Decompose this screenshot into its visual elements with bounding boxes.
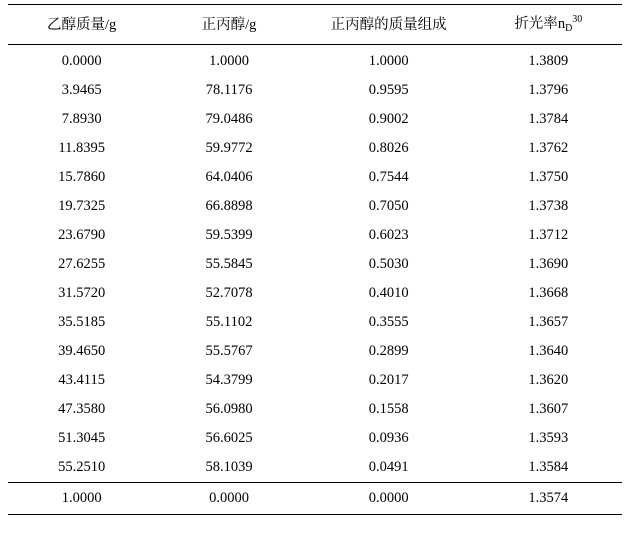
cell-propanol-composition: 0.3555 xyxy=(368,314,409,330)
cell-propanol-composition: 0.7050 xyxy=(368,198,409,214)
table-row xyxy=(8,337,622,366)
cell-propanol-composition: 0.2899 xyxy=(368,343,409,359)
column-header-ethanol-mass: 乙醇质量/g xyxy=(8,5,155,45)
table-row xyxy=(8,105,622,134)
cell-propanol-mass: 55.1102 xyxy=(205,314,253,330)
table-row xyxy=(8,134,622,163)
cell-propanol-mass: 52.7078 xyxy=(205,285,253,301)
cell-propanol-mass: 1.0000 xyxy=(209,53,249,69)
table-row xyxy=(8,366,622,395)
cell-refractive-index: 1.3712 xyxy=(528,227,569,243)
table-row xyxy=(8,424,622,453)
cell-ethanol-mass: 51.3045 xyxy=(58,430,106,446)
cell-ethanol-mass: 11.8395 xyxy=(58,140,105,156)
table-row xyxy=(8,308,622,337)
table-row xyxy=(8,163,622,192)
cell-refractive-index: 1.3607 xyxy=(528,401,569,417)
table-row xyxy=(8,76,622,105)
cell-propanol-composition: 0.0936 xyxy=(368,430,409,446)
cell-refractive-index: 1.3657 xyxy=(528,314,569,330)
cell-refractive-index: 1.3584 xyxy=(528,459,569,475)
cell-propanol-composition: 0.2017 xyxy=(368,372,409,388)
cell-ethanol-mass: 1.0000 xyxy=(8,483,155,515)
cell-propanol-mass: 56.0980 xyxy=(205,401,253,417)
cell-refractive-index: 1.3668 xyxy=(528,285,569,301)
cell-propanol-composition: 0.5030 xyxy=(368,256,409,272)
cell-propanol-mass: 56.6025 xyxy=(205,430,253,446)
cell-ethanol-mass: 15.7860 xyxy=(58,169,106,185)
cell-ethanol-mass: 23.6790 xyxy=(58,227,106,243)
cell-refractive-index: 1.3574 xyxy=(475,483,622,515)
document-page xyxy=(0,4,630,538)
cell-refractive-index: 1.3738 xyxy=(528,198,569,214)
table-row xyxy=(8,45,622,77)
refractive-index-superscript: 30 xyxy=(572,14,583,25)
cell-refractive-index: 1.3640 xyxy=(528,343,569,359)
cell-propanol-mass: 59.5399 xyxy=(205,227,253,243)
refractive-index-subscript: D xyxy=(565,23,573,34)
cell-propanol-composition: 0.9002 xyxy=(368,111,409,127)
cell-refractive-index: 1.3593 xyxy=(528,430,569,446)
table-row xyxy=(8,221,622,250)
column-header-propanol-composition: 正丙醇的质量组成 xyxy=(303,5,475,45)
table-row xyxy=(8,395,622,424)
cell-propanol-mass: 55.5767 xyxy=(205,343,253,359)
cell-propanol-composition: 0.1558 xyxy=(368,401,409,417)
table-row xyxy=(8,250,622,279)
cell-propanol-composition: 0.9595 xyxy=(368,82,409,98)
cell-propanol-mass: 78.1176 xyxy=(205,82,253,98)
cell-ethanol-mass: 47.3580 xyxy=(58,401,106,417)
table-row xyxy=(8,192,622,221)
column-header-propanol-mass: 正丙醇/g xyxy=(155,5,302,45)
cell-propanol-mass: 79.0486 xyxy=(205,111,253,127)
table-header xyxy=(8,5,622,45)
cell-propanol-composition: 0.0000 xyxy=(303,483,475,515)
cell-refractive-index: 1.3750 xyxy=(528,169,569,185)
refractive-index-symbol: n xyxy=(557,16,566,32)
cell-propanol-mass: 66.8898 xyxy=(205,198,253,214)
cell-refractive-index: 1.3762 xyxy=(528,140,569,156)
cell-propanol-composition: 1.0000 xyxy=(368,53,409,69)
table-row xyxy=(8,279,622,308)
cell-ethanol-mass: 3.9465 xyxy=(61,82,102,98)
cell-propanol-composition: 0.0491 xyxy=(368,459,409,475)
cell-propanol-mass: 54.3799 xyxy=(205,372,253,388)
cell-propanol-mass: 55.5845 xyxy=(205,256,253,272)
cell-refractive-index: 1.3690 xyxy=(528,256,569,272)
cell-ethanol-mass: 19.7325 xyxy=(58,198,106,214)
cell-ethanol-mass: 27.6255 xyxy=(58,256,106,272)
cell-ethanol-mass: 55.2510 xyxy=(58,459,106,475)
cell-refractive-index: 1.3784 xyxy=(528,111,569,127)
table-row xyxy=(8,453,622,483)
cell-ethanol-mass: 39.4650 xyxy=(58,343,106,359)
cell-refractive-index: 1.3796 xyxy=(528,82,569,98)
cell-ethanol-mass: 35.5185 xyxy=(58,314,106,330)
cell-refractive-index: 1.3809 xyxy=(528,53,569,69)
cell-propanol-composition: 0.7544 xyxy=(368,169,409,185)
cell-ethanol-mass: 7.8930 xyxy=(61,111,102,127)
cell-propanol-composition: 0.8026 xyxy=(368,140,409,156)
cell-propanol-composition: 0.4010 xyxy=(368,285,409,301)
cell-propanol-mass: 0.0000 xyxy=(155,483,302,515)
cell-propanol-composition: 0.6023 xyxy=(368,227,409,243)
table-row-final xyxy=(8,483,622,515)
column-header-refractive-index-text: 折光率 xyxy=(514,16,558,32)
cell-ethanol-mass: 43.4115 xyxy=(58,372,105,388)
cell-ethanol-mass: 0.0000 xyxy=(61,53,102,69)
table-body xyxy=(8,45,622,515)
column-header-refractive-index xyxy=(475,5,622,45)
measurement-table xyxy=(8,4,622,515)
cell-ethanol-mass: 31.5720 xyxy=(58,285,106,301)
cell-propanol-mass: 64.0406 xyxy=(205,169,253,185)
header-row xyxy=(8,5,622,45)
cell-propanol-mass: 58.1039 xyxy=(205,459,253,475)
cell-propanol-mass: 59.9772 xyxy=(205,140,253,156)
cell-refractive-index: 1.3620 xyxy=(528,372,569,388)
